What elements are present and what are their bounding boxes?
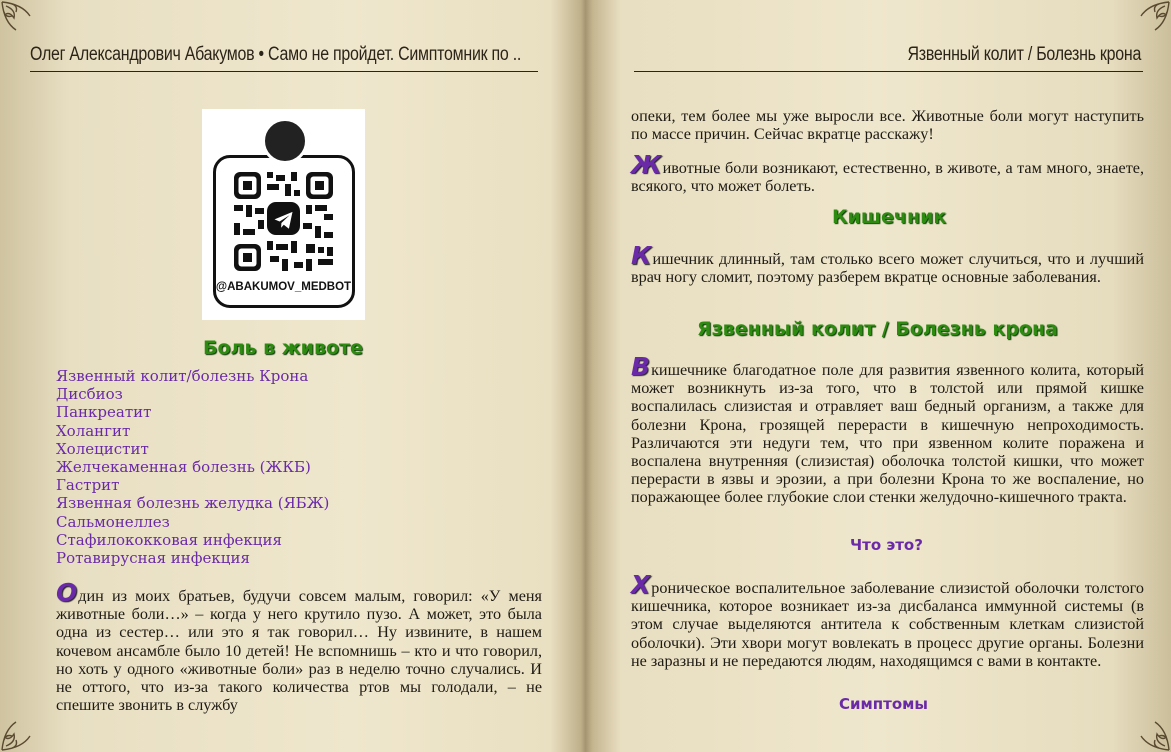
corner-ornament-icon bbox=[1127, 708, 1171, 752]
qr-code-icon bbox=[234, 172, 333, 271]
toc-item[interactable]: Дисбиоз bbox=[56, 385, 123, 404]
corner-ornament-icon bbox=[1127, 0, 1171, 44]
running-header-left: Олег Александрович Абакумов • Само не пройдет. Симптомник по .. bbox=[30, 44, 522, 65]
running-header-right: Язвенный колит / Болезнь крона bbox=[907, 44, 1141, 65]
toc-item[interactable]: Желчекаменная болезнь (ЖКБ) bbox=[56, 458, 311, 477]
body-paragraph: опеки, тем более мы уже выросли все. Животные боли могут наступить по массе причин. Сейчас вкратце расскажу! bbox=[631, 107, 1144, 144]
toc-list bbox=[56, 367, 329, 567]
toc-item[interactable]: Ротавирусная инфекция bbox=[56, 549, 250, 568]
body-paragraph: Кишечник длинный, там столько всего может случиться, что и лучший врач ногу сломит, поэтому разберем вкратце основные заболевания. bbox=[631, 241, 1144, 287]
drop-cap: О bbox=[56, 578, 78, 607]
qr-handle-label: @ABAKUMOV_MEDBOT bbox=[215, 281, 352, 293]
drop-cap: Ж bbox=[631, 150, 662, 179]
avatar bbox=[262, 118, 308, 164]
corner-ornament-icon bbox=[0, 0, 44, 44]
toc-item[interactable]: Панкреатит bbox=[56, 403, 152, 422]
subheading-what-is-it: Что это? bbox=[850, 536, 923, 554]
toc-item[interactable]: Стафилококковая инфекция bbox=[56, 530, 282, 549]
qr-code-card[interactable] bbox=[202, 109, 365, 320]
subheading-symptoms: Симптомы bbox=[839, 695, 928, 713]
left-page bbox=[0, 0, 585, 752]
section-title-abdominal-pain: Боль в животе bbox=[203, 337, 363, 359]
body-paragraph: Вкишечнике благодатное поле для развития язвенного колита, который может возникнуть из-за того, что в толстой или прямой кишке воспалилась слизистая и отравляет ваш бедный организм, а также для болезни Крона, грозящей перерасти в кишечную непроходимость. Различаются эти недуги тем, что при язвенном колите поражена и воспалена внутренняя (слизистая) оболочка толстой кишки, что может перерасти в язвы и эрозии, а при болезни Крона то же воспаление, но поражающее более глубокие слои стенки желудочно-кишечного тракта. bbox=[631, 352, 1144, 507]
header-divider bbox=[634, 71, 1143, 72]
drop-cap: В bbox=[631, 352, 651, 381]
drop-cap: Х bbox=[631, 570, 651, 599]
body-paragraph: Животные боли возникают, естественно, в животе, а там много, знаете, всякого, что может болеть. bbox=[631, 150, 1144, 196]
toc-item[interactable]: Холангит bbox=[56, 421, 131, 440]
toc-item[interactable]: Гастрит bbox=[56, 476, 120, 495]
body-paragraph: Хроническое воспалительное заболевание слизистой оболочки толстого кишечника, которое возникает из-за дисбаланса иммунной системы (в этом случае выделяются антитела к собственным клеткам слизистой оболочки). Эти хвори могут вовлекать в процесс другие органы. Болезни не заразны и не передаются людям, находящимся с вами в контакте. bbox=[631, 570, 1144, 670]
toc-item[interactable]: Сальмонеллез bbox=[56, 512, 170, 531]
section-title-intestine: Кишечник bbox=[832, 206, 947, 228]
toc-item[interactable]: Холецистит bbox=[56, 439, 149, 458]
header-divider bbox=[30, 71, 538, 72]
body-paragraph: Один из моих братьев, будучи совсем малым, говорил: «У меня животные боли…» – когда у него крутило пузо. А может, это была одна из сестер… или это я так говорил… Ну извините, в нашем кочевом ансамбле было 10 детей! Не вспомнишь – кто и что говорил, но хоть у одного «животные боли» раз в неделю точно случались. И не оттого, что из-за такого количества ртов мы голодали, – не спешите звонить в службу bbox=[56, 578, 542, 715]
toc-item[interactable]: Язвенный колит/болезнь Крона bbox=[56, 367, 309, 385]
toc-item[interactable]: Язвенная болезнь желудка (ЯБЖ) bbox=[56, 494, 330, 513]
section-title-colitis: Язвенный колит / Болезнь крона bbox=[697, 318, 1058, 340]
corner-ornament-icon bbox=[0, 708, 44, 752]
drop-cap: К bbox=[631, 241, 652, 270]
